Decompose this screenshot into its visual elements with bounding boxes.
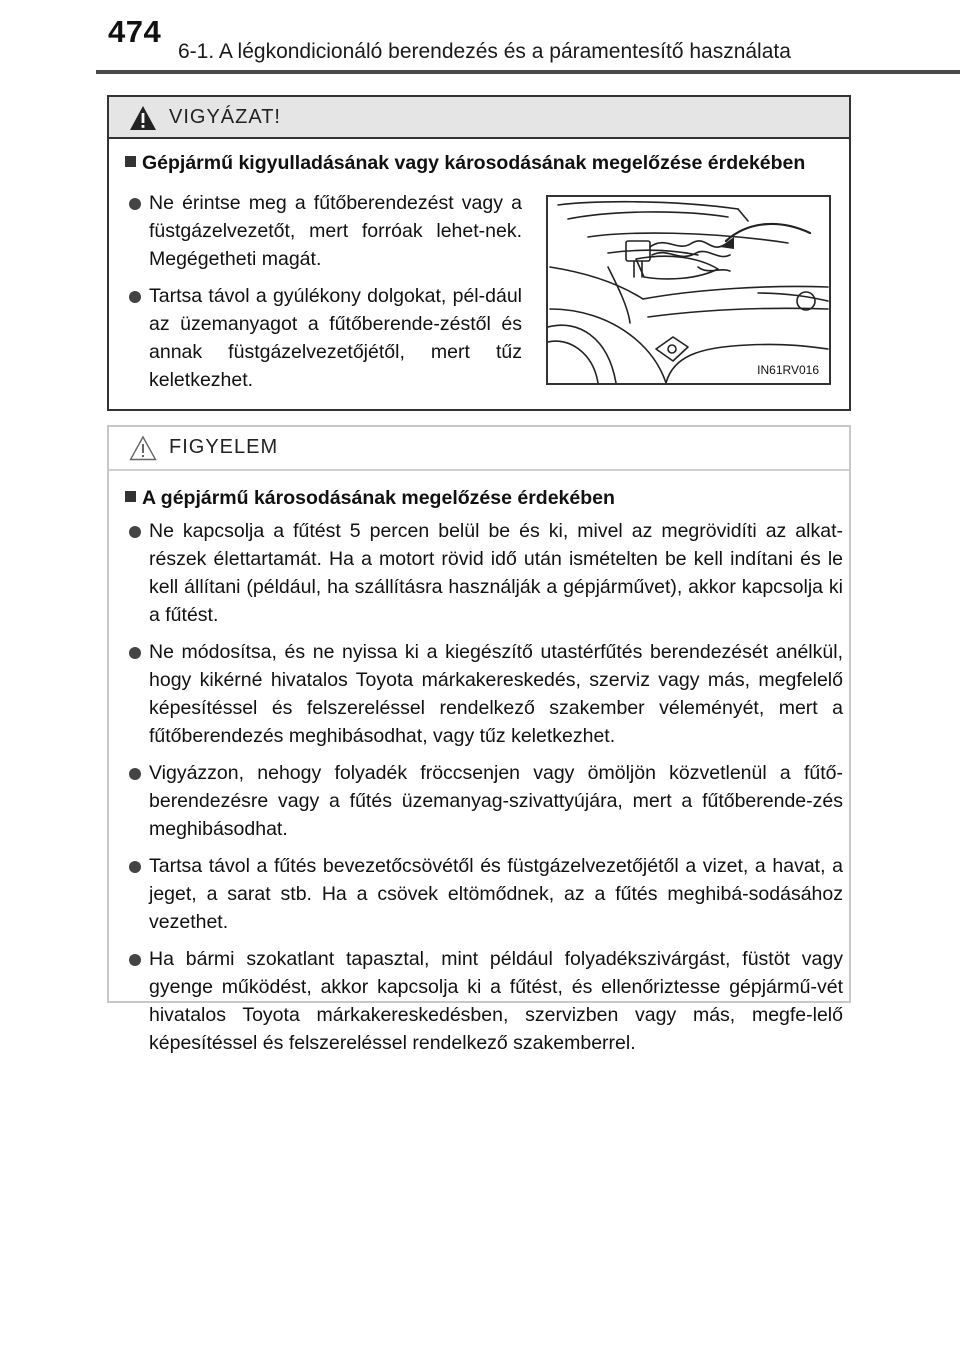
square-bullet-icon bbox=[125, 491, 136, 502]
bullet-dot-icon bbox=[129, 861, 141, 873]
heater-illustration bbox=[546, 195, 831, 385]
list-item: Tartsa távol a fűtés bevezetőcsövétől és füstgázelvezetőjétől a vizet, a havat, a jeget, a sarat stb. Ha a csövek eltömődnek, az a fűtés meghibá-sodásához vezethet. bbox=[127, 852, 843, 936]
list-item: Ne módosítsa, és ne nyissa ki a kiegészítő utastérfűtés berendezését anélkül, hogy kikérné hivatalos Toyota márkakereskedés, szerviz vagy más, megfelelő képesítéssel és felszereléssel rendelkező szakember véleményét, mert a fűtőberendezés meghibásodhat, vagy tűz keletkezhet. bbox=[127, 638, 843, 750]
list-item: Tartsa távol a gyúlékony dolgokat, pél-dául az üzemanyagot a fűtőberende-zéstől és annak füstgázelvezetőjétől, mert tűz keletkezhet. bbox=[127, 282, 522, 394]
header-rule bbox=[96, 70, 960, 74]
warning-triangle-outline-icon bbox=[129, 435, 157, 461]
list-item: Ne érintse meg a fűtőberendezést vagy a füstgázelvezetőt, mert forróak lehet-nek. Megégetheti magát. bbox=[127, 189, 522, 273]
warning-section-title: Gépjármű kigyulladásának vagy károsodásának megelőzése érdekében bbox=[125, 152, 805, 175]
caution-box bbox=[107, 425, 851, 1054]
chapter-title: 6-1. A légkondicionáló berendezés és a páramentesítő használata bbox=[178, 40, 791, 63]
warning-header bbox=[109, 97, 849, 139]
caution-bullet-list bbox=[127, 517, 843, 1066]
caution-section-title: A gépjármű károsodásának megelőzése érdekében bbox=[125, 487, 615, 510]
page-number: 474 bbox=[108, 14, 162, 49]
caution-label: FIGYELEM bbox=[169, 436, 279, 458]
square-bullet-icon bbox=[125, 156, 136, 167]
bullet-dot-icon bbox=[129, 768, 141, 780]
bullet-dot-icon bbox=[129, 647, 141, 659]
list-item: Ne kapcsolja a fűtést 5 percen belül be és ki, mivel az megrövidíti az alkat-részek élettartamát. Ha a motort rövid idő után ismételten be kell indítani és le kell állítani (például, ha szállításra használják a gépjárművet), akkor kapcsolja ki a fűtést. bbox=[127, 517, 843, 629]
illustration-code: IN61RV016 bbox=[757, 363, 819, 377]
warning-label: VIGYÁZAT! bbox=[169, 106, 281, 128]
bullet-dot-icon bbox=[129, 954, 141, 966]
bullet-dot-icon bbox=[129, 198, 141, 210]
caution-header bbox=[109, 427, 849, 471]
warning-triangle-filled-icon bbox=[129, 105, 157, 131]
warning-bullet-list bbox=[127, 189, 522, 403]
bullet-dot-icon bbox=[129, 291, 141, 303]
list-item: Ha bármi szokatlant tapasztal, mint például folyadékszivárgást, füstöt vagy gyenge működést, akkor kapcsolja ki a fűtést, és ellenőriztesse gépjármű-vét hivatalos Toyota márkakereskedésben, szervizben vagy más, megfe-lelő képesítéssel és felszereléssel rendelkező szakemberrel. bbox=[127, 945, 843, 1057]
warning-box bbox=[107, 95, 851, 411]
page-header bbox=[0, 0, 960, 80]
bullet-dot-icon bbox=[129, 526, 141, 538]
car-front-drawing bbox=[548, 197, 829, 383]
list-item: Vigyázzon, nehogy folyadék fröccsenjen vagy ömöljön közvetlenül a fűtő-berendezésre vagy a fűtés üzemanyag-szivattyújára, mert a fűtőberende-zés meghibásodhat. bbox=[127, 759, 843, 843]
